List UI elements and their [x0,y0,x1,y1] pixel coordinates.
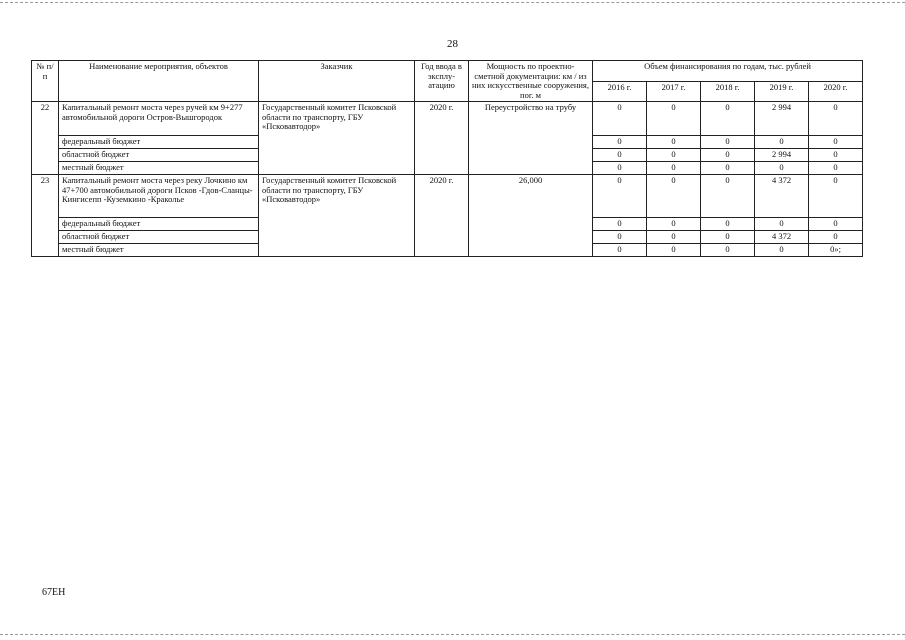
budget-value: 0 [755,136,809,149]
total-value: 0 [647,175,701,218]
budget-value: 0 [647,244,701,257]
total-value: 0 [809,102,863,136]
budget-value: 0 [755,218,809,231]
budget-label: местный бюджет [59,244,259,257]
budget-value: 0 [647,218,701,231]
budget-label: областной бюджет [59,149,259,162]
budget-value: 0 [701,244,755,257]
budget-value: 0 [809,162,863,175]
row-num: 23 [32,175,59,257]
scan-edge-top [0,2,905,3]
table-row [32,102,863,136]
header-year-in: Год ввода в эксплу-атацию [415,61,469,102]
budget-value: 0 [809,218,863,231]
row-capacity: Переустройство на трубу [469,102,593,175]
header-financing: Объем финансирования по годам, тыс. рублей [593,61,863,82]
financing-table [31,60,863,257]
row-name: Капитальный ремонт моста через реку Лочкино км 47+700 автомобильной дороги Псков -Гдов-Сланцы-Кингисепп -Куземкино -Краколье [59,175,259,218]
budget-value: 0 [593,218,647,231]
budget-value: 0 [647,136,701,149]
budget-value: 0 [701,218,755,231]
header-capacity: Мощность по проектно-сметной документации: км / из них искусственные сооружения, пог. м [469,61,593,102]
budget-value: 0 [701,231,755,244]
budget-label: местный бюджет [59,162,259,175]
budget-value: 0 [701,149,755,162]
row-customer: Государственный комитет Псковской области по транспорту, ГБУ «Псковавтодор» [259,175,415,257]
budget-value: 0 [701,162,755,175]
budget-value: 0 [593,136,647,149]
header-name: Наименование мероприятия, объектов [59,61,259,102]
budget-label: федеральный бюджет [59,136,259,149]
header-year: 2017 г. [647,81,701,102]
row-num: 22 [32,102,59,175]
total-value: 2 994 [755,102,809,136]
budget-value: 2 994 [755,149,809,162]
table-row [32,175,863,218]
row-name: Капитальный ремонт моста через ручей км 9+277 автомобильной дороги Остров-Вышгородок [59,102,259,136]
budget-value: 0 [593,231,647,244]
row-year-in: 2020 г. [415,102,469,175]
total-value: 0 [701,102,755,136]
row-customer: Государственный комитет Псковской области по транспорту, ГБУ «Псковавтодор» [259,102,415,175]
total-value: 0 [593,102,647,136]
total-value: 0 [701,175,755,218]
budget-value: 0»; [809,244,863,257]
budget-value: 0 [809,149,863,162]
row-year-in: 2020 г. [415,175,469,257]
total-value: 0 [647,102,701,136]
budget-value: 0 [701,136,755,149]
header-year: 2019 г. [755,81,809,102]
budget-value: 0 [593,244,647,257]
header-year: 2020 г. [809,81,863,102]
budget-value: 4 372 [755,231,809,244]
header-year: 2016 г. [593,81,647,102]
budget-label: областной бюджет [59,231,259,244]
header-customer: Заказчик [259,61,415,102]
scan-edge-bottom [0,634,905,635]
budget-value: 0 [755,244,809,257]
budget-value: 0 [809,136,863,149]
document-code: 67ЕН [42,587,66,598]
header-num: № п/п [32,61,59,102]
total-value: 0 [809,175,863,218]
page-number: 28 [447,38,458,50]
budget-value: 0 [647,231,701,244]
row-capacity: 26,000 [469,175,593,257]
budget-value: 0 [593,162,647,175]
total-value: 0 [593,175,647,218]
table-header [32,61,863,102]
budget-value: 0 [593,149,647,162]
budget-value: 0 [809,231,863,244]
table-body [32,102,863,257]
budget-value: 0 [647,149,701,162]
total-value: 4 372 [755,175,809,218]
budget-value: 0 [755,162,809,175]
header-year: 2018 г. [701,81,755,102]
budget-label: федеральный бюджет [59,218,259,231]
budget-value: 0 [647,162,701,175]
